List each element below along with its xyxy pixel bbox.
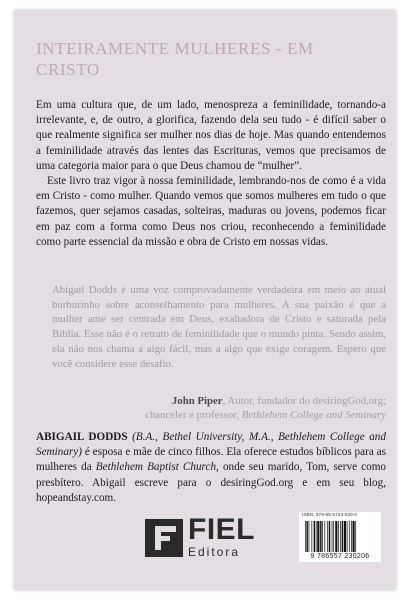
endorser-name: John Piper bbox=[171, 395, 223, 407]
barcode-bar bbox=[305, 521, 306, 552]
barcode-bar bbox=[324, 521, 325, 552]
barcode-bar bbox=[340, 521, 341, 552]
barcode-bar bbox=[311, 521, 312, 552]
barcode-bar bbox=[349, 521, 350, 552]
publisher-logo bbox=[188, 515, 255, 559]
barcode-number: 9 786557 230206 bbox=[310, 553, 370, 560]
description-paragraph-1: Em uma cultura que, de um lado, menosprezа a feminilidade, tornando-a irrelevante, e, de outro, a glorifica, fazendo dela seu tudo - é difícil saber o que realmente significa ser mulher nos dias de hoje. Mas quando entendemos a feminilidade através das lentes das Escrituras, vemos que precisamos de uma categoria maior para o que Deus chamou de “mulher”. bbox=[36, 99, 386, 172]
barcode-bar bbox=[338, 521, 339, 552]
barcode-bar bbox=[320, 521, 321, 552]
barcode-bar bbox=[355, 521, 356, 552]
book-title: INTEIRAMENTE MULHERES - EM CRISTO bbox=[36, 39, 314, 79]
barcode-bar bbox=[335, 521, 337, 552]
barcode bbox=[299, 512, 381, 562]
fiel-logo-icon bbox=[145, 519, 183, 557]
barcode-bar bbox=[347, 521, 348, 552]
description-paragraph-2: Este livro traz vigor à nossa feminilidade, lembrando-nos de como é a vida em Cristo - como mulher. Quando vemos que somos mulheres em tudo o que fazemos, quer sejamos casadas, solteiras, maduras ou jovens, podemos ficar em paz com a forma como Deus nos criou, reconhecendo a feminilidade como parte essencial da missão e obra de Cristo em nossas vidas. bbox=[36, 175, 386, 248]
barcode-bar bbox=[327, 521, 328, 552]
author-name: ABIGAIL DODDS bbox=[36, 431, 128, 443]
barcode-bar bbox=[316, 521, 317, 552]
barcode-bar bbox=[344, 521, 346, 552]
author-credentials: (B.A., Bethel University, M.A., Bethlehem College and Seminary) bbox=[36, 431, 386, 459]
endorsement-quote bbox=[52, 283, 386, 371]
endorsement-attribution bbox=[52, 394, 386, 422]
endorsement-text: Abigail Dodds é uma voz comprovadamente verdadeira em meio ao atual burburinho sobre aconselhamento para mulheres. A sua paixão é que a mulher ame ser centrada em Deus, exaltadora de Cristo e saturada pela Bíblia. Esse não é o retrato de feminilidade que o mundo pinta. Sendo assim, ela não nos chama a algo fácil, mas a algo que exige coragem. Espero que você considere esse desafio. bbox=[52, 284, 386, 370]
endorser-role-2: chanceler e professor, bbox=[145, 409, 242, 421]
author-bio-text-2: , onde seu marido, Tom, serve como presbítero. Abigail escreve para o desiringGod.org e em seu blog, hopeandstay.com. bbox=[36, 461, 386, 504]
barcode-bars-icon bbox=[305, 521, 377, 552]
barcode-bar bbox=[322, 521, 323, 552]
book-description bbox=[36, 98, 386, 250]
isbn-label: ISBN: 978-65-5723-020-6 bbox=[302, 513, 357, 518]
barcode-bar bbox=[342, 521, 343, 552]
barcode-bar bbox=[314, 521, 315, 552]
barcode-bar bbox=[351, 521, 352, 552]
barcode-bar bbox=[329, 521, 330, 552]
publisher-name: FIEL bbox=[188, 513, 255, 546]
author-church: Bethlehem Baptist Church bbox=[95, 461, 217, 474]
barcode-bar bbox=[317, 521, 319, 552]
author-bio-text-1: é esposa e mãe de cinco filhos. Ela oferece estudos bíblicos para as mulheres da bbox=[36, 446, 386, 474]
publisher-subtitle: Editora bbox=[188, 545, 241, 559]
book-back-cover bbox=[14, 10, 396, 590]
author-bio bbox=[36, 430, 386, 506]
barcode-bar bbox=[353, 521, 355, 552]
endorser-institution: Bethlehem College and Seminary bbox=[241, 409, 386, 421]
barcode-bar bbox=[332, 521, 333, 552]
barcode-bar bbox=[309, 521, 310, 552]
barcode-bar bbox=[333, 521, 334, 552]
barcode-bar bbox=[306, 521, 307, 552]
endorser-role: , Autor, fundador do desiringGod.org; bbox=[222, 395, 386, 407]
